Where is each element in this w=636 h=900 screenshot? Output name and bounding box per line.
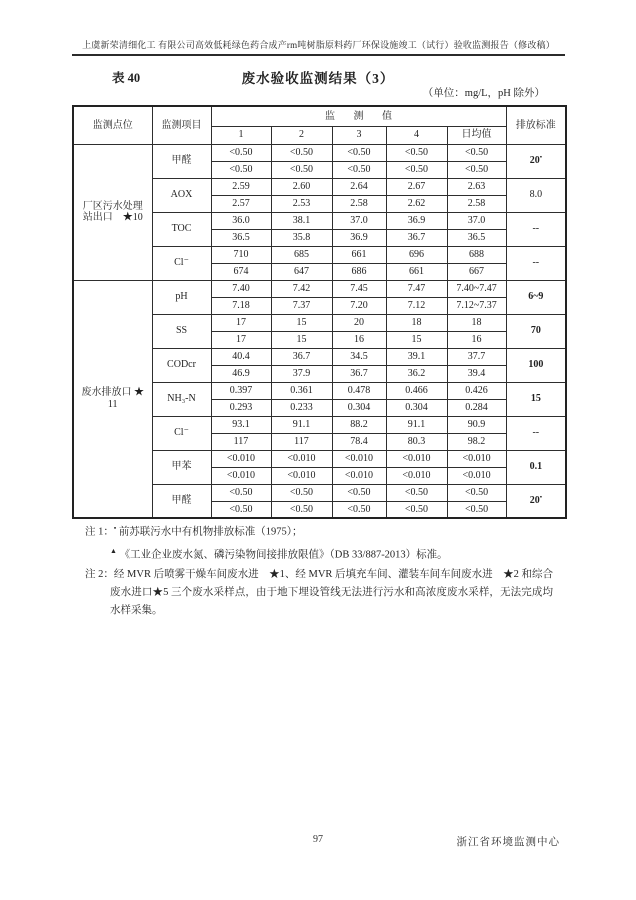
standard-cell: -- [506,416,566,450]
note-1-text: 前苏联污水中有机物排放标准（1975）； [116,526,303,538]
value-cell: 37.7 [447,348,506,365]
value-cell: <0.50 [447,484,506,501]
value-cell: <0.50 [211,161,271,178]
parameter-cell: pH [152,280,211,314]
value-cell: 17 [211,331,271,348]
value-cell: 35.8 [271,229,332,246]
value-cell: 38.1 [271,212,332,229]
value-cell: 0.397 [211,382,271,399]
parameter-cell: AOX [152,178,211,212]
value-cell: 36.7 [332,365,386,382]
value-cell: 2.60 [271,178,332,195]
value-cell: 2.53 [271,195,332,212]
value-cell: 710 [211,246,271,263]
value-cell: 7.12 [386,297,447,314]
value-cell: <0.50 [447,161,506,178]
value-cell: <0.50 [211,484,271,501]
location-cell: 厂区污水处理 站出口 ★10 [73,144,152,280]
value-cell: <0.50 [271,161,332,178]
parameter-cell: Cl⁻ [152,416,211,450]
value-cell: <0.50 [332,144,386,161]
page-number: 97 [313,834,323,845]
value-cell: 0.233 [271,399,332,416]
value-cell: 0.304 [386,399,447,416]
value-cell: 46.9 [211,365,271,382]
value-cell: 117 [271,433,332,450]
value-cell: 36.5 [211,229,271,246]
notes-block [85,520,553,620]
value-cell: 686 [332,263,386,280]
value-cell: 2.62 [386,195,447,212]
standard-footnote-mark: ▪ [539,494,542,501]
value-cell: 661 [386,263,447,280]
value-cell: 7.42 [271,280,332,297]
value-cell: 685 [271,246,332,263]
value-cell: 15 [386,331,447,348]
value-cell: <0.50 [332,161,386,178]
standard-cell: 8.0 [506,178,566,212]
value-cell: <0.50 [211,144,271,161]
parameter-cell: 甲苯 [152,450,211,484]
value-cell: 2.64 [332,178,386,195]
value-cell: 0.426 [447,382,506,399]
parameter-cell: NH₃-N [152,382,211,416]
standard-cell: 0.1 [506,450,566,484]
note-1-line-1 [85,520,553,542]
col-subheader-4: 4 [386,126,447,144]
value-cell: <0.010 [386,467,447,484]
value-cell: 7.12~7.37 [447,297,506,314]
col-header-values: 监 测 值 [211,106,506,126]
value-cell: 15 [271,314,332,331]
standard-cell: -- [506,246,566,280]
note-1-line-2 [110,542,553,565]
standard-cell: 70 [506,314,566,348]
value-cell: 7.37 [271,297,332,314]
value-cell: 2.63 [447,178,506,195]
value-cell: 88.2 [332,416,386,433]
value-cell: 91.1 [271,416,332,433]
value-cell: <0.010 [386,450,447,467]
value-cell: 7.20 [332,297,386,314]
value-cell: 36.0 [211,212,271,229]
standard-cell: 100 [506,348,566,382]
document-header-title: 上虞新荣清细化工 有限公司高效低耗绿色药合成产rm吨树脂原料药厂环保设施竣工（试行）验收监测报告（修改稿） [82,40,555,50]
value-cell: 674 [211,263,271,280]
parameter-cell: TOC [152,212,211,246]
value-cell: 18 [386,314,447,331]
value-cell: 688 [447,246,506,263]
value-cell: 20 [332,314,386,331]
value-cell: <0.50 [271,144,332,161]
standard-cell: 6~9 [506,280,566,314]
value-cell: 0.284 [447,399,506,416]
value-cell: 36.7 [271,348,332,365]
value-cell: 7.40~7.47 [447,280,506,297]
col-subheader-2: 2 [271,126,332,144]
value-cell: <0.010 [332,450,386,467]
value-cell: <0.010 [211,450,271,467]
value-cell: 0.466 [386,382,447,399]
value-cell: 2.58 [447,195,506,212]
value-cell: 7.47 [386,280,447,297]
note-2: 注 2：经 MVR 后喷雾干燥车间废水进 ★1、经 MVR 后填充车间、灌装车间车间废水进 ★2 和综合废水进口★5 三个废水采样点，由于地下埋设管线无法进行污水和高浓度废水采样，无法完成均水样采集。 [85,569,553,616]
value-cell: 16 [332,331,386,348]
value-cell: 90.9 [447,416,506,433]
value-cell: 36.7 [386,229,447,246]
standard-cell: 20▪ [506,484,566,518]
value-cell: 0.361 [271,382,332,399]
value-cell: 37.0 [447,212,506,229]
value-cell: 39.1 [386,348,447,365]
value-cell: <0.50 [386,501,447,518]
value-cell: 91.1 [386,416,447,433]
value-cell: <0.010 [447,467,506,484]
parameter-cell: 甲醛 [152,144,211,178]
footer-organization: 浙江省环境监测中心 [456,837,560,848]
value-cell: <0.50 [447,501,506,518]
value-cell: <0.50 [447,144,506,161]
value-cell: 40.4 [211,348,271,365]
value-cell: <0.50 [211,501,271,518]
parameter-cell: CODcr [152,348,211,382]
note-1-prefix: 注 1： [85,526,114,538]
value-cell: 17 [211,314,271,331]
value-cell: <0.010 [271,450,332,467]
value-cell: 37.0 [332,212,386,229]
header-divider [72,54,565,56]
table-title: 废水验收监测结果（3） [241,71,395,86]
parameter-cell: SS [152,314,211,348]
value-cell: 696 [386,246,447,263]
value-cell: 36.5 [447,229,506,246]
value-cell: 0.304 [332,399,386,416]
note-mark-a: ▪ [113,525,117,532]
value-cell: <0.010 [271,467,332,484]
value-cell: 2.67 [386,178,447,195]
value-cell: 78.4 [332,433,386,450]
value-cell: <0.50 [386,144,447,161]
results-table [72,105,567,519]
parameter-cell: 甲醛 [152,484,211,518]
value-cell: 36.9 [332,229,386,246]
value-cell: 36.9 [386,212,447,229]
value-cell: 36.2 [386,365,447,382]
value-cell: 15 [271,331,332,348]
col-subheader-daily-avg: 日均值 [447,126,506,144]
note-mark-triangle: ▲ [110,546,117,555]
standard-cell: 20▪ [506,144,566,178]
value-cell: 34.5 [332,348,386,365]
value-cell: 7.18 [211,297,271,314]
value-cell: 2.59 [211,178,271,195]
value-cell: <0.50 [271,484,332,501]
value-cell: 2.58 [332,195,386,212]
note-1b-text: 《工业企业废水氮、磷污染物间接排放限值》（DB 33/887-2013）标准。 [116,549,448,560]
col-header-item: 监测项目 [152,106,211,144]
value-cell: <0.50 [271,501,332,518]
value-cell: 117 [211,433,271,450]
value-cell: <0.010 [332,467,386,484]
parameter-cell: Cl⁻ [152,246,211,280]
value-cell: <0.50 [386,484,447,501]
value-cell: <0.50 [332,501,386,518]
value-cell: <0.010 [211,467,271,484]
col-header-location: 监测点位 [73,106,152,144]
value-cell: 647 [271,263,332,280]
value-cell: 16 [447,331,506,348]
value-cell: 18 [447,314,506,331]
col-subheader-3: 3 [332,126,386,144]
value-cell: 39.4 [447,365,506,382]
standard-cell: 15 [506,382,566,416]
value-cell: 93.1 [211,416,271,433]
unit-note: （单位：mg/L，pH 除外） [422,88,545,99]
value-cell: 0.478 [332,382,386,399]
value-cell: 667 [447,263,506,280]
value-cell: 80.3 [386,433,447,450]
value-cell: 0.293 [211,399,271,416]
col-subheader-1: 1 [211,126,271,144]
value-cell: <0.50 [386,161,447,178]
value-cell: 7.45 [332,280,386,297]
value-cell: <0.010 [447,450,506,467]
value-cell: 2.57 [211,195,271,212]
value-cell: <0.50 [332,484,386,501]
standard-cell: -- [506,212,566,246]
value-cell: 7.40 [211,280,271,297]
table-number: 表 40 [112,71,141,85]
value-cell: 661 [332,246,386,263]
location-cell: 废水排放口 ★ 11 [73,280,152,518]
value-cell: 37.9 [271,365,332,382]
standard-footnote-mark: ▪ [539,154,542,161]
value-cell: 98.2 [447,433,506,450]
col-header-standard: 排放标准 [506,106,566,144]
